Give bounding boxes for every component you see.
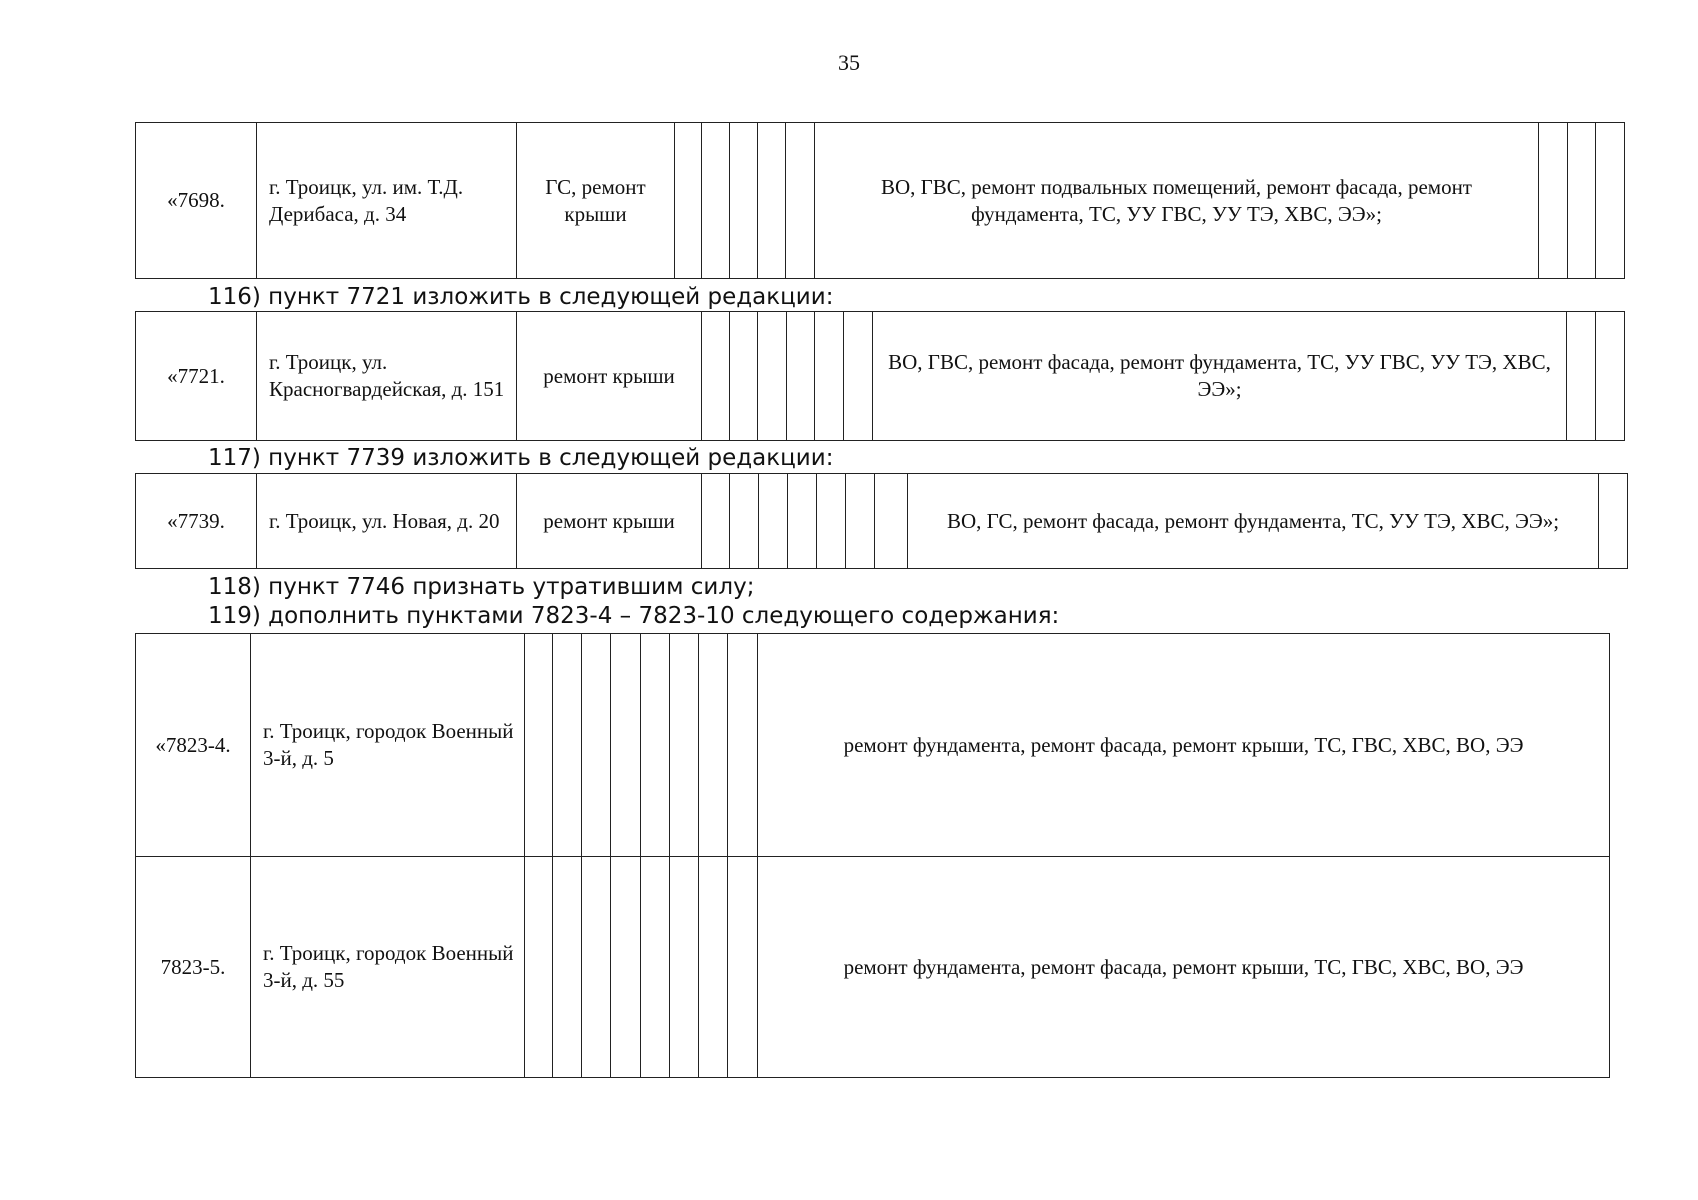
item-work-type: ремонт крыши	[517, 312, 702, 441]
empty-cell	[525, 857, 553, 1078]
page-number: 35	[838, 50, 860, 75]
empty-cell	[815, 312, 844, 441]
empty-cell	[728, 634, 758, 857]
item-services: ВО, ГВС, ремонт фасада, ремонт фундамента, ТС, УУ ГВС, УУ ТЭ, ХВС, ЭЭ»;	[873, 312, 1567, 441]
empty-cell	[788, 474, 817, 569]
empty-cell	[641, 634, 670, 857]
empty-cell	[582, 634, 611, 857]
empty-cell	[611, 634, 641, 857]
empty-cell	[699, 857, 728, 1078]
empty-cell	[1599, 474, 1628, 569]
empty-cell	[675, 123, 702, 279]
item-services: ВО, ГС, ремонт фасада, ремонт фундамента, ТС, УУ ТЭ, ХВС, ЭЭ»;	[908, 474, 1599, 569]
item-address: г. Троицк, ул. Красногвардейская, д. 151	[257, 312, 517, 441]
table-item-7823	[135, 633, 1610, 1078]
empty-cell	[787, 312, 815, 441]
item-number: 7823-5.	[136, 857, 251, 1078]
empty-cell	[670, 634, 699, 857]
empty-cell	[875, 474, 908, 569]
table-row	[136, 474, 1628, 569]
item-address: г. Троицк, ул. Новая, д. 20	[257, 474, 517, 569]
empty-cell	[611, 857, 641, 1078]
empty-cell	[1539, 123, 1568, 279]
empty-cell	[759, 474, 788, 569]
table-item-7721	[135, 311, 1625, 441]
empty-cell	[786, 123, 815, 279]
empty-cell	[758, 123, 786, 279]
item-address: г. Троицк, ул. им. Т.Д. Дерибаса, д. 34	[257, 123, 517, 279]
empty-cell	[525, 634, 553, 857]
item-services: ВО, ГВС, ремонт подвальных помещений, ремонт фасада, ремонт фундамента, ТС, УУ ГВС, УУ ТЭ, ХВС, ЭЭ»;	[815, 123, 1539, 279]
table-row	[136, 634, 1610, 857]
empty-cell	[1568, 123, 1596, 279]
empty-cell	[553, 857, 582, 1078]
table-row	[136, 123, 1625, 279]
empty-cell	[670, 857, 699, 1078]
empty-cell	[844, 312, 873, 441]
empty-cell	[1596, 312, 1625, 441]
table-item-7698	[135, 122, 1625, 279]
item-work-type: ГС, ремонт крыши	[517, 123, 675, 279]
item-services: ремонт фундамента, ремонт фасада, ремонт крыши, ТС, ГВС, ХВС, ВО, ЭЭ	[758, 634, 1610, 857]
empty-cell	[846, 474, 875, 569]
item-number: «7721.	[136, 312, 257, 441]
table-row	[136, 312, 1625, 441]
empty-cell	[730, 123, 758, 279]
table-item-7739	[135, 473, 1628, 569]
item-address: г. Троицк, городок Военный 3-й, д. 5	[251, 634, 525, 857]
empty-cell	[702, 474, 730, 569]
table-row	[136, 857, 1610, 1078]
item-number: «7739.	[136, 474, 257, 569]
item-number: «7698.	[136, 123, 257, 279]
empty-cell	[1596, 123, 1625, 279]
empty-cell	[730, 474, 759, 569]
empty-cell	[699, 634, 728, 857]
empty-cell	[758, 312, 787, 441]
empty-cell	[702, 312, 730, 441]
empty-cell	[553, 634, 582, 857]
empty-cell	[730, 312, 758, 441]
heading-119: 119) дополнить пунктами 7823-4 – 7823-10 следующего содержания:	[208, 603, 1060, 629]
empty-cell	[582, 857, 611, 1078]
empty-cell	[728, 857, 758, 1078]
heading-117: 117) пункт 7739 изложить в следующей редакции:	[208, 445, 834, 471]
empty-cell	[817, 474, 846, 569]
empty-cell	[641, 857, 670, 1078]
heading-116: 116) пункт 7721 изложить в следующей редакции:	[208, 284, 834, 310]
heading-118: 118) пункт 7746 признать утратившим силу;	[208, 574, 755, 600]
item-work-type: ремонт крыши	[517, 474, 702, 569]
empty-cell	[1567, 312, 1596, 441]
item-services: ремонт фундамента, ремонт фасада, ремонт крыши, ТС, ГВС, ХВС, ВО, ЭЭ	[758, 857, 1610, 1078]
item-number: «7823-4.	[136, 634, 251, 857]
empty-cell	[702, 123, 730, 279]
item-address: г. Троицк, городок Военный 3-й, д. 55	[251, 857, 525, 1078]
